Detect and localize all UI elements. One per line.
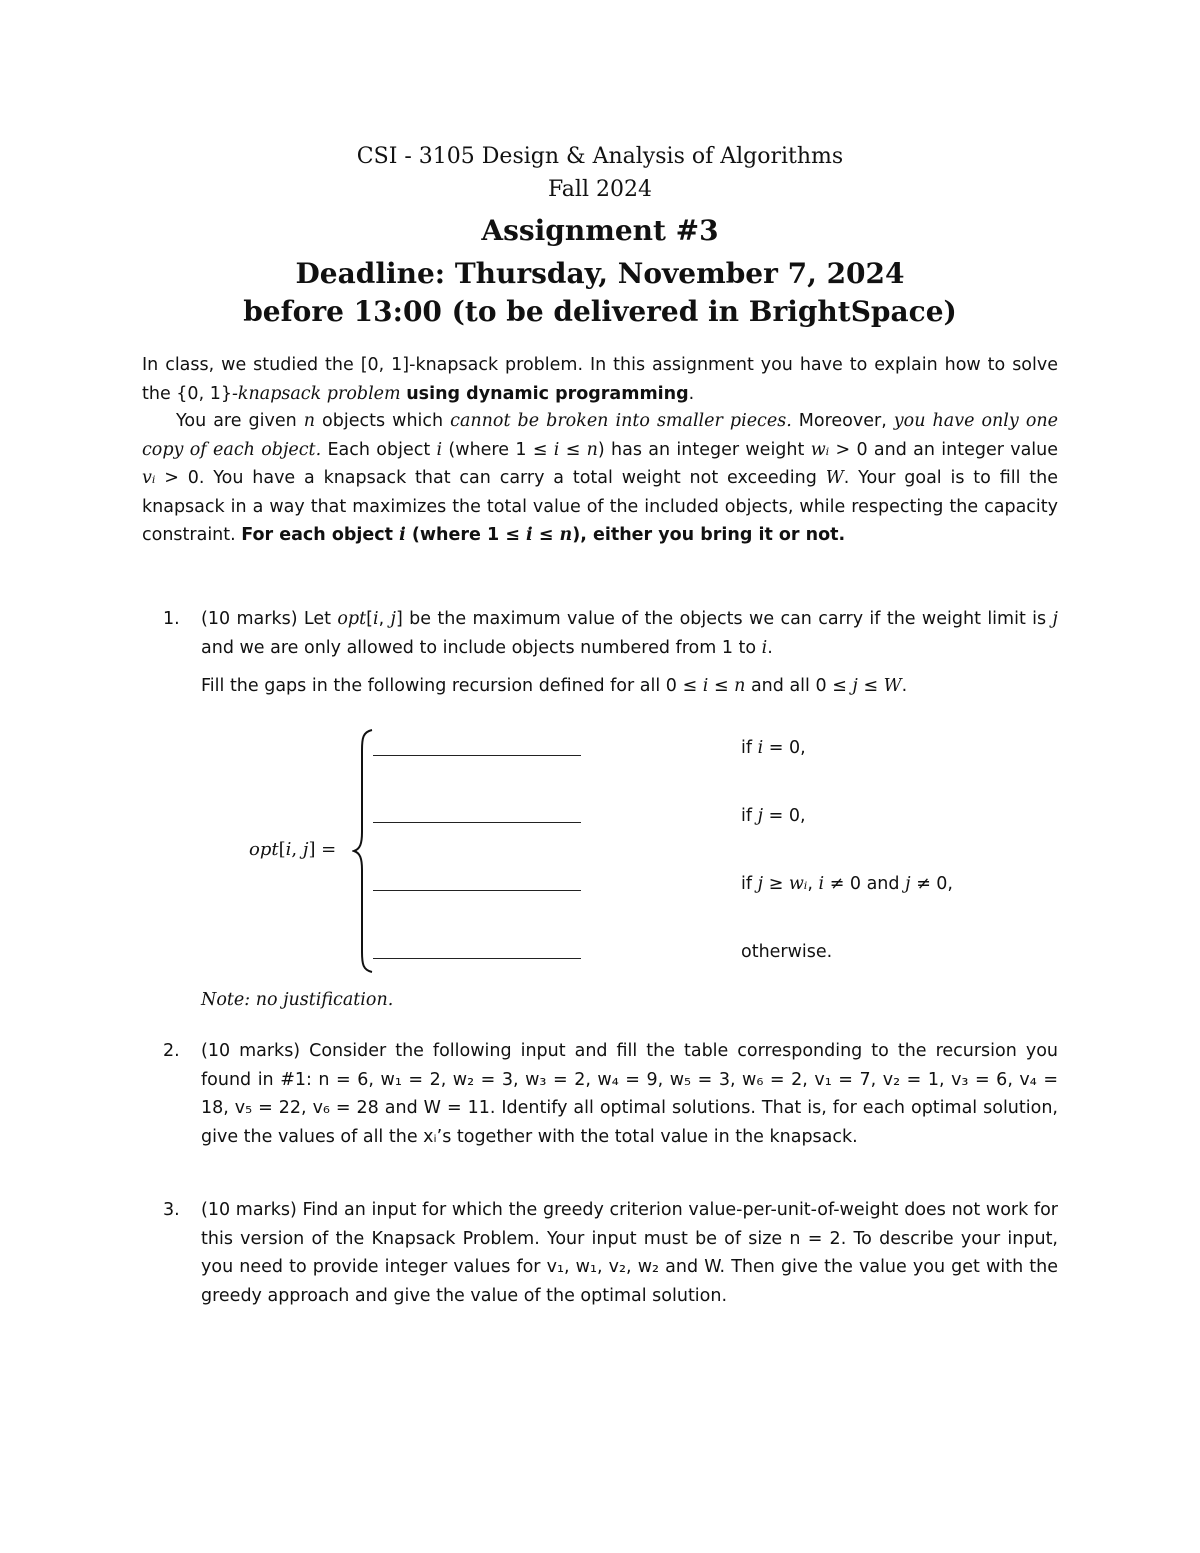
answer-blank-1[interactable]	[373, 755, 581, 756]
question-1-instruction: Fill the gaps in the following recursion defined for all 0 ≤ i ≤ n and all 0 ≤ j ≤ W.	[201, 676, 908, 696]
recursion-lhs: opt[i, j] =	[249, 839, 337, 860]
delivery-note: before 13:00 (to be delivered in BrightSpace)	[243, 295, 957, 328]
left-brace	[352, 728, 374, 974]
question-2-number: 2.	[163, 1041, 180, 1061]
answer-blank-2[interactable]	[373, 822, 581, 823]
condition-1: if i = 0,	[741, 738, 806, 758]
assignment-title: Assignment #3	[481, 214, 719, 247]
question-1-text: (10 marks) Let opt[i, j] be the maximum value of the objects we can carry if the weight limit is j and we are only allowed to include objects numbered from 1 to i.	[201, 609, 1058, 658]
term: Fall 2024	[548, 177, 652, 202]
problem-paragraph: You are given n objects which cannot be broken into smaller pieces. Moreover, you have only one copy of each object. Each object i (where 1 ≤ i ≤ n) has an integer weight wᵢ > 0 and an integer value vᵢ > 0. You have a knapsack that can carry a total weight not exceeding W. Your goal is to fill the knapsack in a way that maximizes the total value of the included objects, while respecting the capacity constraint. For each object i (where 1 ≤ i ≤ n), either you bring it or not.	[142, 411, 1059, 545]
condition-4: otherwise.	[741, 942, 833, 962]
condition-2: if j = 0,	[741, 806, 806, 826]
question-3-text: (10 marks) Find an input for which the greedy criterion value-per-unit-of-weight does not work for this version of the Knapsack Problem. Your input must be of size n = 2. To describe your input, you need to provide integer values for v₁, w₁, v₂, w₂ and W. Then give the value you get with the greedy approach and give the value of the optimal solution.	[201, 1200, 1058, 1306]
note: Note: no justification.	[201, 990, 394, 1010]
answer-blank-3[interactable]	[373, 890, 581, 891]
condition-3: if j ≥ wᵢ, i ≠ 0 and j ≠ 0,	[741, 874, 953, 894]
course-title: CSI - 3105 Design & Analysis of Algorithms	[356, 144, 844, 169]
intro-paragraph: In class, we studied the [0, 1]-knapsack problem. In this assignment you have to explain how to solve the {0, 1}-knapsack problem using dynamic programming.	[142, 355, 1058, 404]
question-3-number: 3.	[163, 1200, 180, 1220]
answer-blank-4[interactable]	[373, 958, 581, 959]
deadline: Deadline: Thursday, November 7, 2024	[295, 257, 905, 290]
question-1-number: 1.	[163, 609, 180, 629]
question-2-text: (10 marks) Consider the following input and fill the table corresponding to the recursion you found in #1: n = 6, w₁ = 2, w₂ = 3, w₃ = 2, w₄ = 9, w₅ = 3, w₆ = 2, v₁ = 7, v₂ = 1, v₃ = 6, v₄ = 18, v₅ = 22, v₆ = 28 and W = 11. Identify all optimal solutions. That is, for each optimal solution, give the values of all the xᵢ’s together with the total value in the knapsack.	[201, 1041, 1058, 1147]
